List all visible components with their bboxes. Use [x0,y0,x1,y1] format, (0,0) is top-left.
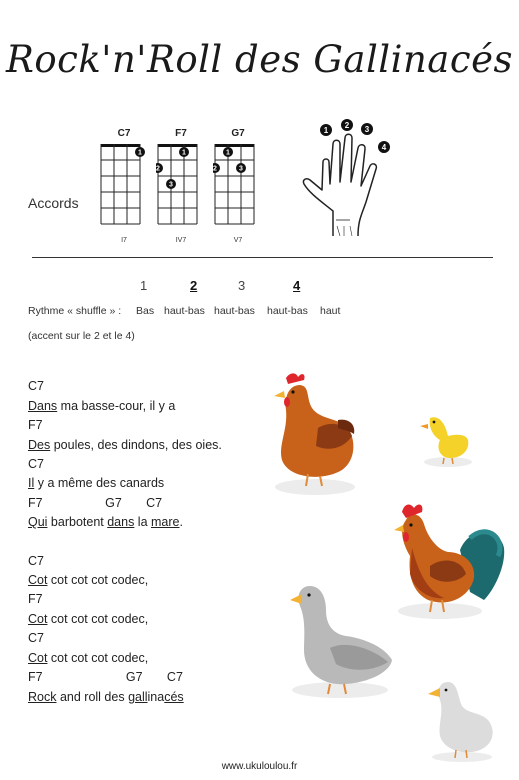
lyric-text: cot cot cot codec, [47,651,149,665]
chord-name: F7 [175,128,187,139]
rhythm-label: Rythme « shuffle » : [28,305,122,317]
chord-name: C7 [117,128,131,139]
accent-word: Cot [28,612,48,626]
lyric-text: la [134,515,152,529]
beat-4: 4 [293,278,301,293]
chick-illustration [420,417,472,467]
svg-text:1: 1 [323,126,329,135]
chord-line: C7 [28,457,44,471]
stroke-5: haut [320,305,341,317]
accent-word: Il [28,476,35,490]
lyric-text: poules, des dindons, des oies. [50,438,222,452]
lyric-text: and roll des [56,690,129,704]
stroke-1: Bas [136,305,155,317]
accent-word: Dans [28,399,58,413]
website-footer: www.ukuloulou.fr [221,761,298,772]
lyric-text: barbotent [47,515,108,529]
chord-line: C7 [28,554,44,568]
gosling-illustration [428,682,493,762]
svg-text:2: 2 [344,121,350,130]
svg-text:1: 1 [182,149,186,157]
lyric-text: ina [147,690,165,704]
stroke-4: haut-bas [267,305,308,317]
accent-word: Rock [28,690,57,704]
accent-note: (accent sur le 2 et le 4) [28,330,135,342]
accent-word: mare [151,515,180,529]
lyric-text: y a même des canards [34,476,165,490]
beat-2: 2 [190,278,198,293]
beat-1: 1 [140,278,148,293]
chord-line: F7 [28,418,43,432]
stroke-3: haut-bas [214,305,255,317]
chord-degree: I7 [121,237,127,244]
accords-label: Accords [28,195,79,211]
accent-word: Des [28,438,51,452]
lyric-text: cot cot cot codec, [47,573,149,587]
accent-word: Qui [28,515,48,529]
chord-line: F7 G7 C7 [28,670,183,684]
chord-degree: V7 [233,237,243,244]
accent-word: Cot [28,651,48,665]
accent-word: gall [128,690,148,704]
svg-text:2: 2 [213,165,217,173]
lyric-text: . [179,515,183,529]
chord-line: F7 [28,592,43,606]
accent-word: Cot [28,573,48,587]
chord-line: F7 G7 C7 [28,496,163,510]
rooster-illustration [394,505,504,619]
lyric-text: cot cot cot codec, [47,612,149,626]
svg-text:3: 3 [239,165,243,173]
lyric-text: ma basse-cour, il y a [57,399,176,413]
stroke-2: haut-bas [164,305,205,317]
accent-word: cés [164,690,184,704]
page-title: Rock'n'Roll des Gallinacés [6,38,513,81]
beat-3: 3 [238,278,246,293]
hen-illustration [274,373,355,495]
goose-illustration [290,586,392,698]
svg-text:1: 1 [138,149,142,157]
chord-line: C7 [28,379,44,393]
svg-text:2: 2 [156,165,160,173]
accent-word: dans [107,515,135,529]
chord-line: C7 [28,631,44,645]
svg-text:3: 3 [169,181,173,189]
svg-text:3: 3 [364,125,370,134]
svg-text:1: 1 [226,149,230,157]
svg-text:4: 4 [381,143,387,152]
chord-name: G7 [231,128,245,139]
chord-degree: IV7 [175,237,187,244]
